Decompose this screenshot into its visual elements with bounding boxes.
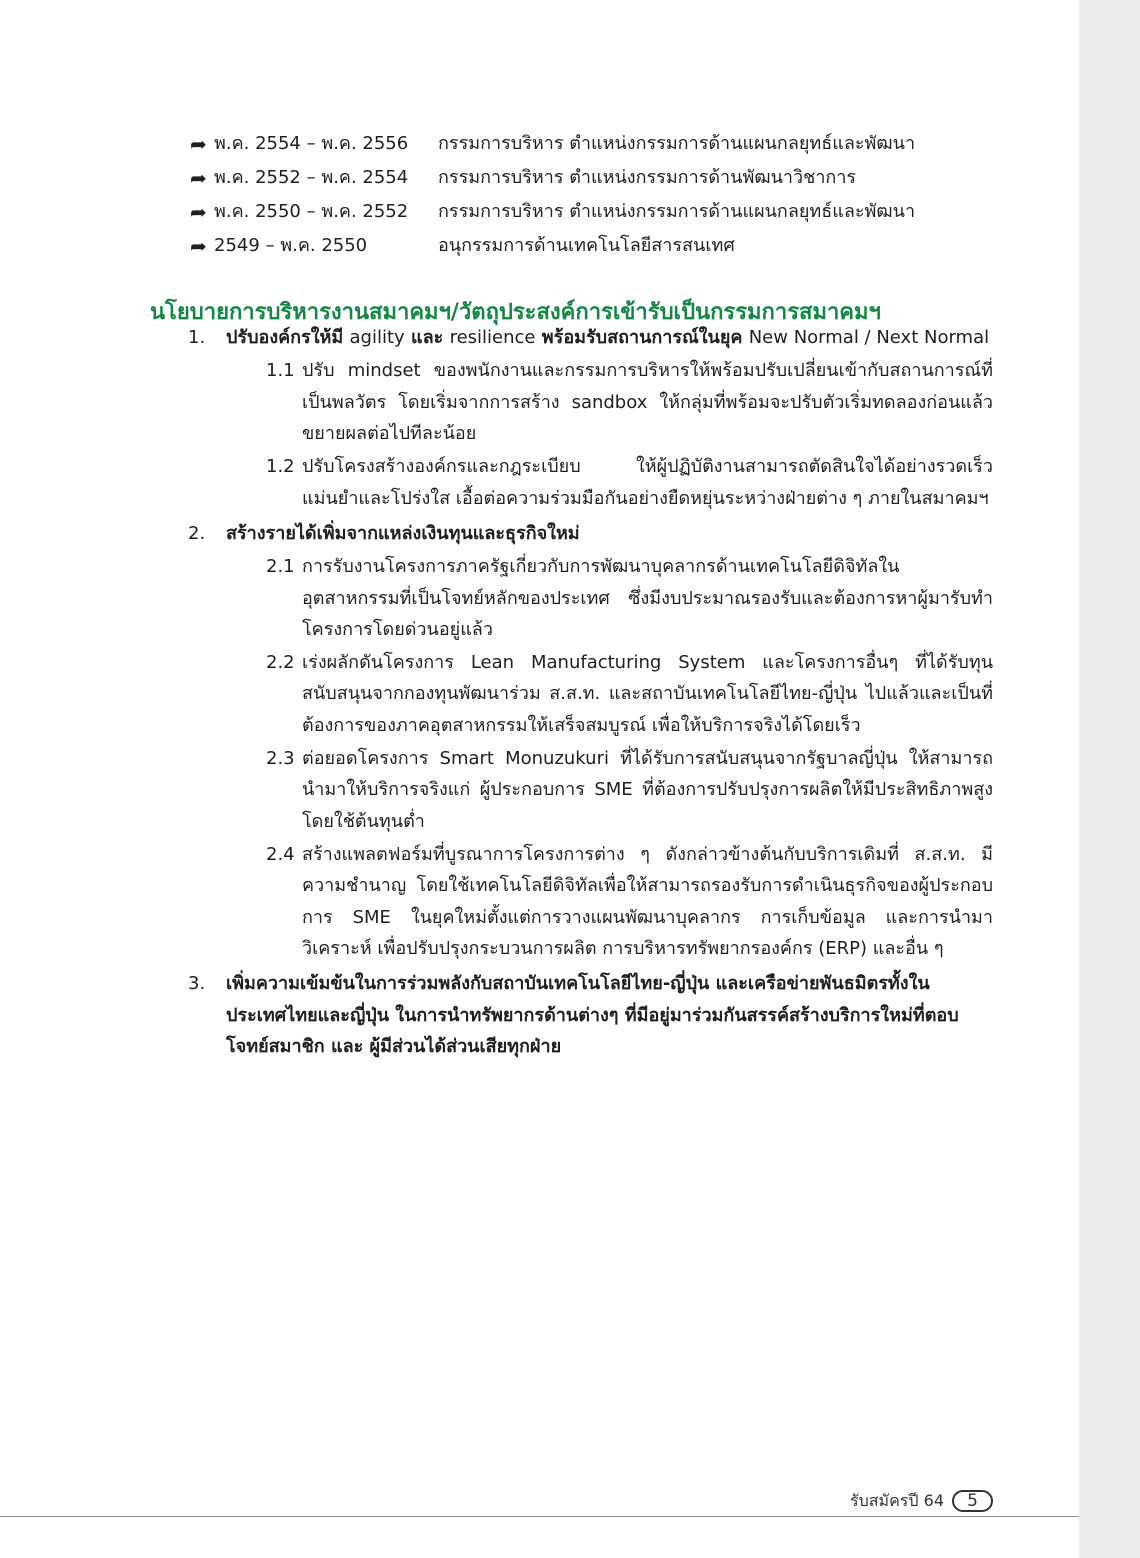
policy-item-title: สร้างรายได้เพิ่มจากแหล่งเงินทุนและธุรกิจใหม่: [226, 522, 580, 544]
policy-subitem: [266, 355, 993, 449]
policy-subitem: [266, 743, 993, 837]
policy-item-body: [226, 322, 993, 516]
history-role: กรรมการบริหาร ตำแหน่งกรรมการด้านแผนกลยุทธ์และพัฒนา: [438, 201, 916, 222]
position-history-list: [190, 127, 1030, 263]
policy-subitem-text: ปรับ mindset ของพนักงานและกรรมการบริหารให้พร้อมปรับเปลี่ยนเข้ากับสถานการณ์ที่เป็นพลวัตร โดยเริ่มจากการสร้าง sandbox ให้กลุ่มที่พร้อมจะปรับตัวเริ่มทดลองก่อนแล้วขยายผลต่อไปทีละน้อย: [302, 360, 993, 444]
history-item: [190, 229, 1030, 263]
policy-subitem-number: 1.2: [266, 456, 295, 478]
policy-title-part: และ: [410, 327, 444, 348]
history-item: [190, 195, 1030, 229]
history-item: [190, 127, 1030, 161]
history-role: อนุกรรมการด้านเทคโนโลยีสารสนเทศ: [438, 235, 735, 256]
policy-subitem-number: 2.3: [266, 748, 295, 770]
policy-subitems: [266, 355, 993, 514]
page-side-strip: [1079, 0, 1140, 1558]
right-arrow-icon: ➦: [190, 166, 207, 190]
policy-title-part: ปรับองค์กรให้มี: [226, 327, 344, 348]
footer-divider: [0, 1516, 1079, 1517]
policy-item: [188, 968, 993, 1062]
policy-heading: นโยบายการบริหารงานสมาคมฯ/วัตถุประสงค์การเข้ารับเป็นกรรมการสมาคมฯ: [150, 300, 881, 326]
policy-title-part: New Normal / Next Normal: [748, 327, 990, 348]
policy-item-body: [226, 518, 993, 966]
history-period: พ.ค. 2550 – พ.ค. 2552: [214, 201, 409, 222]
policy-subitem-number: 2.4: [266, 844, 295, 865]
policy-item: [188, 518, 993, 966]
policy-subitem: [266, 451, 993, 514]
policy-title-part: agility: [349, 327, 405, 348]
policy-item-number: 2.: [188, 522, 206, 544]
footer-label: รับสมัครปี 64: [850, 1491, 944, 1510]
history-item: [190, 161, 1030, 195]
policy-subitem-number: 1.1: [266, 360, 295, 382]
history-period: พ.ค. 2554 – พ.ค. 2556: [214, 133, 409, 154]
policy-subitem-number: 2.2: [266, 652, 295, 674]
policy-list: [188, 322, 993, 1064]
policy-subitem-text: ต่อยอดโครงการ Smart Monuzukuri ที่ได้รับการสนับสนุนจากรัฐบาลญี่ปุ่น ให้สามารถนำมาให้บริการจริงแก่ ผู้ประกอบการ SME ที่ต้องการปรับปรุงการผลิตให้มีประสิทธิภาพสูง โดยใช้ต้นทุนต่ำ: [302, 748, 993, 832]
policy-item-number: 1.: [188, 327, 206, 348]
history-role: กรรมการบริหาร ตำแหน่งกรรมการด้านแผนกลยุทธ์และพัฒนา: [438, 133, 916, 154]
right-arrow-icon: ➦: [190, 132, 207, 156]
page-footer: [850, 1490, 993, 1512]
policy-subitems: [266, 551, 993, 964]
policy-item-title: เพิ่มความเข้มข้นในการร่วมพลังกับสถาบันเทคโนโลยีไทย-ญี่ปุ่น และเครือข่ายพันธมิตรทั้งในประเทศไทยและญี่ปุ่น ในการนำทรัพยากรด้านต่างๆ ที่มีอยู่มาร่วมกันสรรค์สร้างบริการใหม่ที่ตอบโจทย์สมาชิก และ ผู้มีส่วนได้ส่วนเสียทุกฝ่าย: [226, 973, 959, 1057]
policy-item-title: [226, 322, 993, 353]
right-arrow-icon: ➦: [190, 200, 207, 224]
history-period: พ.ค. 2552 – พ.ค. 2554: [214, 167, 409, 188]
policy-title-part: พร้อมรับสถานการณ์ในยุค: [541, 327, 743, 348]
history-role: กรรมการบริหาร ตำแหน่งกรรมการด้านพัฒนาวิชาการ: [438, 167, 857, 188]
policy-subitem: [266, 839, 993, 964]
policy-subitem: [266, 551, 993, 645]
history-period: 2549 – พ.ค. 2550: [214, 235, 368, 256]
policy-subitem-text: การรับงานโครงการภาครัฐเกี่ยวกับการพัฒนาบุคลากรด้านเทคโนโลยีดิจิทัลในอุตสาหกรรมที่เป็นโจทย์หลักของประเทศ ซึ่งมีงบประมาณรองรับและต้องการหาผู้มารับทำโครงการโดยด่วนอยู่แล้ว: [302, 556, 993, 640]
policy-item-number: 3.: [188, 973, 206, 995]
policy-item-body: [226, 968, 993, 1062]
right-arrow-icon: ➦: [190, 234, 207, 258]
page-number-badge: 5: [952, 1490, 993, 1512]
policy-item: [188, 322, 993, 516]
policy-subitem-text: สร้างแพลตฟอร์มที่บูรณาการโครงการต่าง ๆ ดังกล่าวข้างต้นกับบริการเดิมที่ ส.ส.ท. มีความชำนาญ โดยใช้เทคโนโลยีดิจิทัลเพื่อให้สามารถรองรับการดำเนินธุรกิจของผู้ประกอบการ SME ในยุคใหม่ตั้งแต่การวางแผนพัฒนาบุคลากร การเก็บข้อมูล และการนำมาวิเคราะห์ เพื่อปรับปรุงกระบวนการผลิต การบริหารทรัพยากรองค์กร (ERP) และอื่น ๆ: [302, 844, 993, 959]
policy-subitem-text: ปรับโครงสร้างองค์กรและกฎระเบียบ ให้ผู้ปฏิบัติงานสามารถตัดสินใจได้อย่างรวดเร็ว แม่นยำและโปร่งใส เอื้อต่อความร่วมมือกันอย่างยืดหยุ่นระหว่างฝ่ายต่าง ๆ ภายในสมาคมฯ: [302, 456, 993, 509]
policy-subitem-number: 2.1: [266, 556, 295, 578]
policy-title-part: resilience: [449, 327, 536, 348]
policy-subitem: [266, 647, 993, 741]
policy-subitem-text: เร่งผลักดันโครงการ Lean Manufacturing System และโครงการอื่นๆ ที่ได้รับทุนสนับสนุนจากกองทุนพัฒนาร่วม ส.ส.ท. และสถาบันเทคโนโลยีไทย-ญี่ปุ่น ไปแล้วและเป็นที่ต้องการของภาคอุตสาหกรรมให้เสร็จสมบูรณ์ เพื่อให้บริการจริงได้โดยเร็ว: [302, 652, 993, 736]
